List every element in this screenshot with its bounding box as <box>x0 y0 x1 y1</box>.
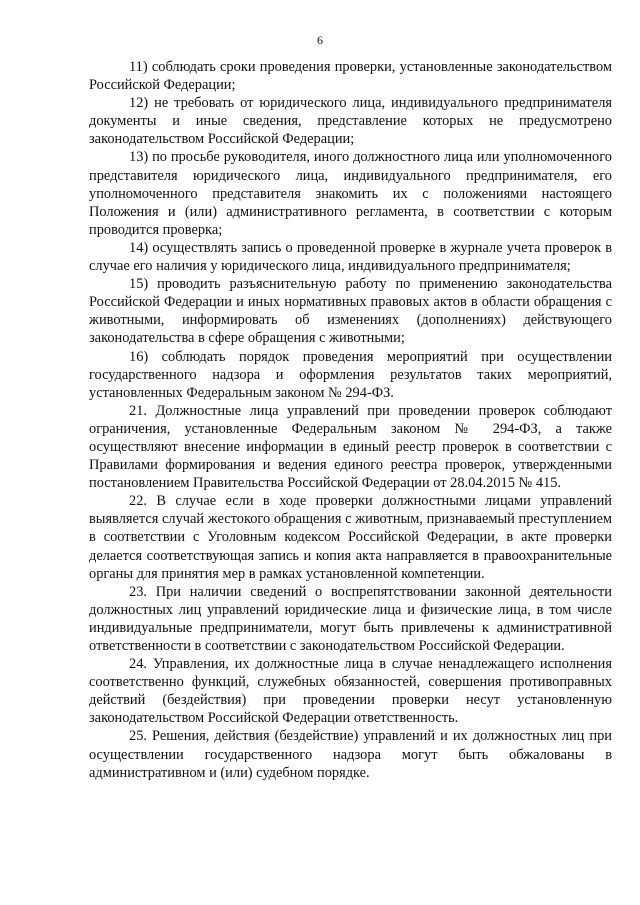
paragraph-item-12: 12) не требовать от юридического лица, индивидуального предпринимателя документы и иные сведения, представление которых не предусмотрено законодательством Российской Федерации; <box>89 95 612 148</box>
paragraph-item-15: 15) проводить разъяснительную работу по применению законодательства Российской Федерации и иных нормативных правовых актов в области обращения с животными, информировать об изменениях (дополнениях) действующего законодательства в сфере обращения с животными; <box>89 276 612 347</box>
paragraph-item-14: 14) осуществлять запись о проведенной проверке в журнале учета проверок в случае его наличия у юридического лица, индивидуального предпринимателя; <box>89 239 612 275</box>
clause-24: 24. Управления, их должностные лица в случае ненадлежащего исполнения соответственно функций, служебных обязанностей, совершения противоправных действий (бездействия) при проведении проверки несут установленную законодательством Российской Федерации ответственность. <box>89 656 612 727</box>
document-body <box>89 58 612 782</box>
clause-22: 22. В случае если в ходе проверки должностными лицами управлений выявляется случай жестокого обращения с животным, признаваемый преступлением в соответствии с Уголовным кодексом Российской Федерации, в акте проверки делается соответствующая запись и копия акта направляется в правоохранительные органы для принятия мер в рамках установленной компетенции. <box>89 493 612 582</box>
page-number: 6 <box>317 33 323 47</box>
clause-21: 21. Должностные лица управлений при проведении проверок соблюдают ограничения, установленные Федеральным законом № 294-ФЗ, а также осуществляют внесение информации в единый реестр проверок в соответствии с Правилами формирования и ведения единого реестра проверок, утвержденными постановлением Правительства Российской Федерации от 28.04.2015 № 415. <box>89 402 612 492</box>
paragraph-item-16: 16) соблюдать порядок проведения мероприятий при осуществлении государственного надзора и оформления результатов таких мероприятий, установленных Федеральным законом № 294-ФЗ. <box>89 348 612 401</box>
clause-23: 23. При наличии сведений о воспрепятствовании законной деятельности должностных лиц управлений юридические лица и физические лица, в том числе индивидуальные предприниматели, могут быть привлечены к административной ответственности в соответствии с законодательством Российской Федерации. <box>89 583 612 654</box>
clause-25: 25. Решения, действия (бездействие) управлений и их должностных лиц при осуществлении государственного надзора могут быть обжалованы в административном и (или) судебном порядке. <box>89 728 612 781</box>
paragraph-item-11: 11) соблюдать сроки проведения проверки, установленные законодательством Российской Федерации; <box>89 59 612 94</box>
paragraph-item-13: 13) по просьбе руководителя, иного должностного лица или уполномоченного представителя юридического лица, индивидуального предпринимателя, его уполномоченного представителя знакомить их с положениями настоящего Положения и (или) административного регламента, в соответствии с которым проводится проверка; <box>89 149 612 238</box>
